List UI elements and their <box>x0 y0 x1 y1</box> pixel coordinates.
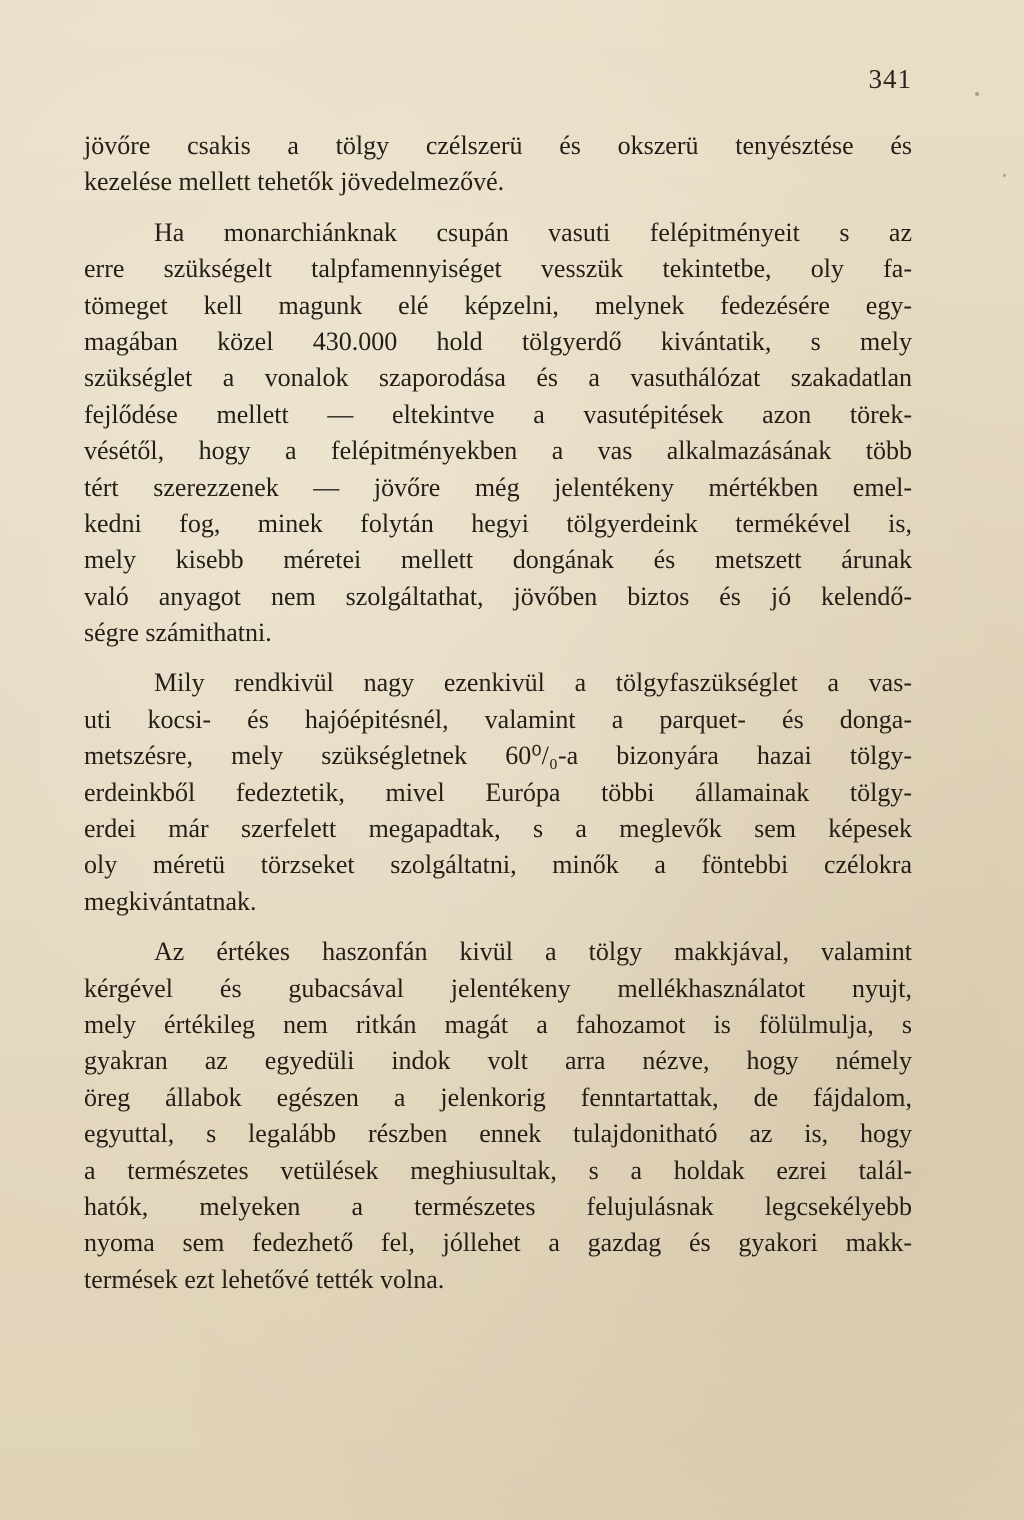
text-line: Mily rendkivül nagy ezenkivül a tölgyfaszükséglet a vas- <box>154 668 912 698</box>
body-text <box>84 128 912 1298</box>
text-line: a természetes vetülések meghiusultak, s a holdak ezrei talál- <box>84 1155 912 1185</box>
paper-speck <box>975 92 979 96</box>
paragraph-2 <box>84 215 912 652</box>
text-line: való anyagot nem szolgáltathat, jövőben biztos és jó kelendő- <box>84 581 912 611</box>
text-line: megkivántatnak. <box>84 886 257 916</box>
text-line: egyuttal, s legalább részben ennek tulajdonitható az is, hogy <box>84 1119 912 1149</box>
text-line: szükséglet a vonalok szaporodása és a vasuthálózat szakadatlan <box>84 363 912 393</box>
text-line: Ha monarchiánknak csupán vasuti felépitményeit s az <box>154 217 912 247</box>
text-line: magában közel 430.000 hold tölgyerdő kivántatik, s mely <box>84 326 912 356</box>
text-line: uti kocsi- és hajóépitésnél, valamint a parquet- és donga- <box>84 704 912 734</box>
text-line: kedni fog, minek folytán hegyi tölgyerdeink termékével is, <box>84 508 912 538</box>
paragraph-4 <box>84 934 912 1298</box>
text-line: termések ezt lehetővé tették volna. <box>84 1264 445 1294</box>
text-line: vésétől, hogy a felépitményekben a vas alkalmazásának több <box>84 436 912 466</box>
text-line: erre szükségelt talpfamennyiséget vesszük tekintetbe, oly fa- <box>84 254 912 284</box>
text-line: fejlődése mellett — eltekintve a vasutépitések azon törek- <box>84 399 912 429</box>
text-line: mely értékileg nem ritkán magát a fahozamot is fölülmulja, s <box>84 1009 912 1039</box>
text-line: tért szerezzenek — jövőre még jelentékeny mértékben emel- <box>84 472 912 502</box>
text-line: mely kisebb méretei mellett dongának és metszett árunak <box>84 545 912 575</box>
text-line: jövőre csakis a tölgy czélszerü és okszerü tenyésztése és <box>84 131 912 160</box>
text-line: hatók, melyeken a természetes felujulásnak legcsekélyebb <box>84 1191 912 1221</box>
text-line: tömeget kell magunk elé képzelni, melynek fedezésére egy- <box>84 290 912 320</box>
text-line: erdei már szerfelett megapadtak, s a meglevők sem képesek <box>84 814 912 844</box>
text-line: gyakran az egyedüli indok volt arra nézve, hogy némely <box>84 1046 912 1076</box>
paper-speck <box>1003 174 1006 177</box>
text-line: erdeinkből fedeztetik, mivel Európa többi államainak tölgy- <box>84 777 912 807</box>
page-number: 341 <box>868 64 912 94</box>
text-line: oly méretü törzseket szolgáltatni, minők a föntebbi czélokra <box>84 850 912 880</box>
text-line: kezelése mellett tehetők jövedelmezővé. <box>84 167 505 197</box>
paper-speck <box>706 720 709 723</box>
text-line: metszésre, mely szükségletnek 60⁰/₀-a bizonyára hazai tölgy- <box>84 741 912 771</box>
text-line: öreg állabok egészen a jelenkorig fenntartattak, de fájdalom, <box>84 1082 912 1112</box>
text-line: nyoma sem fedezhető fel, jóllehet a gazdag és gyakori makk- <box>84 1228 912 1258</box>
paragraph-3 <box>84 665 912 920</box>
text-line: ségre számithatni. <box>84 618 272 648</box>
text-line: kérgével és gubacsával jelentékeny mellékhasználatot nyujt, <box>84 973 912 1003</box>
paragraph-1 <box>84 128 912 201</box>
text-line: Az értékes haszonfán kivül a tölgy makkjával, valamint <box>154 937 912 967</box>
